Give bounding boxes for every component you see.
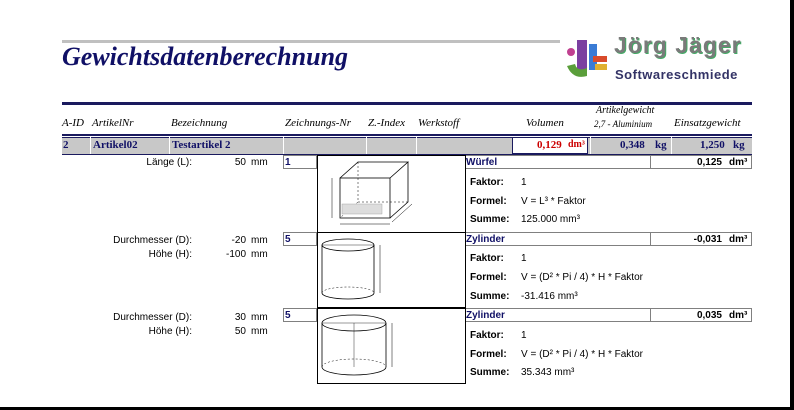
param-unit: mm [251,312,268,323]
col-volumen: Volumen [526,117,564,129]
shape-count: 1 [285,157,291,168]
summe-label: Summe: [470,291,510,302]
param-value: 50 [234,157,246,168]
article-row [62,137,752,155]
header-rule-bottom [62,134,752,136]
param-label: Höhe (H): [148,249,192,260]
summe-value: -31.416 mm³ [521,291,578,302]
param-label: Länge (L): [146,157,192,168]
row-divider [90,137,91,154]
shape-result: -0,031 [693,234,722,245]
param-label: Durchmesser (D): [113,235,192,246]
brand-subtitle: Softwareschmiede [615,67,738,82]
company-logo-icon [563,38,613,82]
row-divider [590,137,591,154]
row-divider [169,137,170,154]
page-title: Gewichtsdatenberechnung [62,42,349,71]
col-zindex: Z.-Index [368,117,405,129]
param-label: Höhe (H): [148,326,192,337]
param-value: -20 [231,235,246,246]
faktor-label: Faktor: [470,253,504,264]
param-unit: mm [251,249,268,260]
param-value: -100 [225,249,246,260]
summe-label: Summe: [470,367,510,378]
col-zeichnungsnr: Zeichnungs-Nr [285,117,351,129]
summe-label: Summe: [470,214,510,225]
cube-drawing-icon [317,155,466,233]
shape-name: Zylinder [466,310,505,321]
param-unit: mm [251,157,268,168]
formel-label: Formel: [470,196,507,207]
brand-name: Jörg Jäger [614,32,742,58]
shape-result-unit: dm³ [729,234,748,245]
col-werkstoff: Werkstoff [418,117,460,129]
faktor-label: Faktor: [470,177,504,188]
col-einsatzgewicht: Einsatzgewicht [674,117,741,129]
row-divider [416,137,417,154]
faktor-value: 1 [521,253,527,264]
shape-count: 5 [285,234,291,245]
col-artikelgewicht: Artikelgewicht [596,105,655,116]
cylinder-drawing-icon [317,232,466,308]
shape-name: Zylinder [466,234,505,245]
formel-value: V = (D² * Pi / 4) * H * Faktor [521,349,643,360]
shape-result: 0,035 [696,310,722,321]
formel-label: Formel: [470,272,507,283]
formel-value: V = L³ * Faktor [521,196,586,207]
faktor-value: 1 [521,330,527,341]
param-value: 50 [234,326,246,337]
article-volumen-unit: dm³ [568,139,585,150]
param-value: 30 [234,312,246,323]
article-einsatzgewicht-unit: kg [733,139,745,151]
formel-value: V = (D² * Pi / 4) * H * Faktor [521,272,643,283]
formel-label: Formel: [470,349,507,360]
param-label: Durchmesser (D): [113,312,192,323]
shape-name: Würfel [466,157,498,168]
faktor-value: 1 [521,177,527,188]
summe-value: 125.000 mm³ [521,214,580,225]
article-bezeichnung: Testartikel 2 [172,139,231,151]
col-artikelgewicht-sub: 2,7 - Aluminium [594,119,653,129]
col-artikelnr: ArtikelNr [92,117,134,129]
window-border-right [790,0,794,410]
shape-result-unit: dm³ [729,310,748,321]
param-unit: mm [251,326,268,337]
article-artikelgewicht: 0,348 [620,139,645,151]
article-artikelnr: Artikel02 [93,139,138,151]
row-divider [283,137,284,154]
article-artikelgewicht-unit: kg [655,139,667,151]
col-bezeichnung: Bezeichnung [171,117,228,129]
article-volumen: 0,129 [537,139,562,151]
row-divider [366,137,367,154]
col-aid: A-ID [62,117,84,129]
param-unit: mm [251,235,268,246]
shape-count: 5 [285,310,291,321]
summe-value: 35.343 mm³ [521,367,575,378]
cylinder-drawing-icon [317,308,466,384]
shape-result: 0,125 [696,157,722,168]
shape-result-unit: dm³ [729,157,748,168]
article-aid: 2 [63,139,69,151]
article-einsatzgewicht: 1,250 [700,139,725,151]
row-divider [671,137,672,154]
faktor-label: Faktor: [470,330,504,341]
